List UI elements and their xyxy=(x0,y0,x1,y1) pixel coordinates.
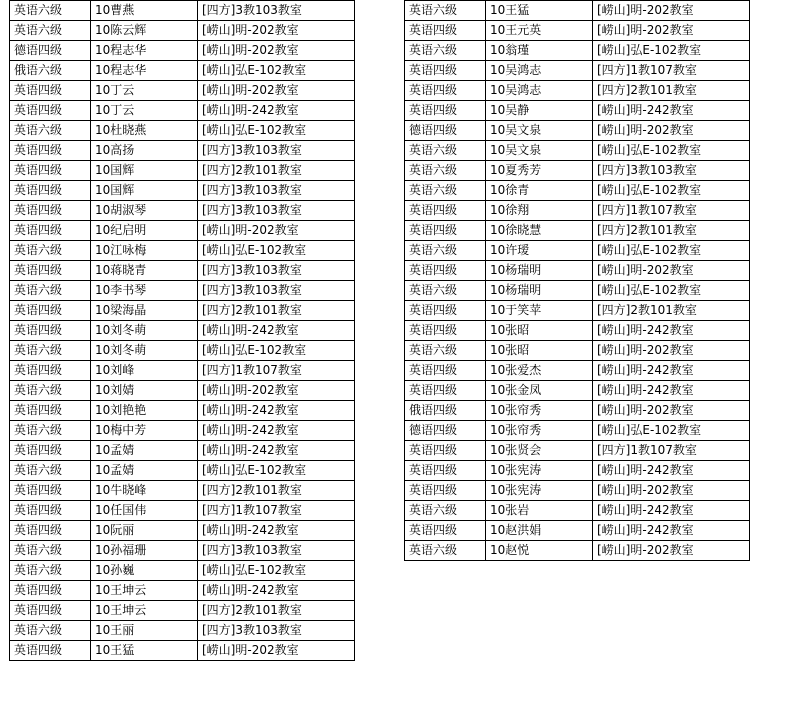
cell-exam-room: [崂山]明-202教室 xyxy=(593,401,750,421)
cell-exam-type: 英语四级 xyxy=(405,441,486,461)
table-row xyxy=(10,521,355,541)
table-row xyxy=(10,121,355,141)
cell-exam-room: [崂山]弘E-102教室 xyxy=(198,341,355,361)
table-row xyxy=(405,121,750,141)
cell-exam-type: 英语四级 xyxy=(405,321,486,341)
roster-table-right-body xyxy=(405,1,750,561)
cell-exam-type: 英语四级 xyxy=(405,461,486,481)
cell-exam-room: [崂山]明-202教室 xyxy=(198,221,355,241)
cell-exam-room: [崂山]明-202教室 xyxy=(198,41,355,61)
cell-exam-room: [四方]3教103教室 xyxy=(198,281,355,301)
cell-exam-type: 英语六级 xyxy=(10,381,91,401)
cell-exam-type: 英语六级 xyxy=(10,561,91,581)
cell-exam-type: 英语四级 xyxy=(405,61,486,81)
cell-exam-type: 英语四级 xyxy=(405,201,486,221)
cell-exam-room: [崂山]明-202教室 xyxy=(198,21,355,41)
cell-exam-room: [崂山]明-242教室 xyxy=(198,521,355,541)
cell-student-name: 10王猛 xyxy=(91,641,198,661)
cell-exam-room: [崂山]明-202教室 xyxy=(198,381,355,401)
cell-exam-type: 英语四级 xyxy=(10,641,91,661)
cell-exam-room: [四方]2教101教室 xyxy=(198,301,355,321)
cell-exam-room: [崂山]弘E-102教室 xyxy=(198,461,355,481)
cell-exam-type: 英语四级 xyxy=(405,381,486,401)
table-row xyxy=(10,621,355,641)
cell-student-name: 10翁瑾 xyxy=(486,41,593,61)
table-row xyxy=(405,421,750,441)
cell-student-name: 10于笑苹 xyxy=(486,301,593,321)
cell-student-name: 10徐晓慧 xyxy=(486,221,593,241)
cell-exam-type: 英语四级 xyxy=(10,201,91,221)
cell-exam-room: [四方]2教101教室 xyxy=(593,221,750,241)
table-row xyxy=(10,21,355,41)
cell-exam-type: 英语四级 xyxy=(10,81,91,101)
cell-exam-room: [崂山]明-242教室 xyxy=(198,101,355,121)
cell-exam-type: 英语六级 xyxy=(405,161,486,181)
table-row xyxy=(405,261,750,281)
table-row xyxy=(10,181,355,201)
cell-exam-room: [崂山]明-202教室 xyxy=(593,1,750,21)
cell-student-name: 10刘冬萌 xyxy=(91,341,198,361)
cell-student-name: 10张岩 xyxy=(486,501,593,521)
table-row xyxy=(405,441,750,461)
cell-exam-room: [崂山]明-202教室 xyxy=(593,341,750,361)
cell-exam-type: 英语六级 xyxy=(405,181,486,201)
cell-student-name: 10任国伟 xyxy=(91,501,198,521)
cell-exam-room: [崂山]弘E-102教室 xyxy=(198,561,355,581)
cell-exam-room: [崂山]明-202教室 xyxy=(593,121,750,141)
cell-exam-type: 英语四级 xyxy=(10,401,91,421)
cell-exam-room: [四方]3教103教室 xyxy=(198,1,355,21)
table-row xyxy=(405,321,750,341)
table-row xyxy=(405,341,750,361)
cell-student-name: 10王猛 xyxy=(486,1,593,21)
table-row xyxy=(405,221,750,241)
cell-exam-type: 俄语四级 xyxy=(405,401,486,421)
cell-exam-type: 英语四级 xyxy=(10,501,91,521)
cell-student-name: 10王坤云 xyxy=(91,581,198,601)
cell-exam-room: [四方]2教101教室 xyxy=(593,301,750,321)
roster-table-left xyxy=(9,0,355,661)
table-row xyxy=(405,21,750,41)
cell-student-name: 10刘峰 xyxy=(91,361,198,381)
table-row xyxy=(10,101,355,121)
cell-student-name: 10程志华 xyxy=(91,41,198,61)
cell-exam-room: [四方]3教103教室 xyxy=(198,621,355,641)
table-row xyxy=(10,201,355,221)
cell-exam-type: 英语四级 xyxy=(10,481,91,501)
cell-student-name: 10杨瑞明 xyxy=(486,261,593,281)
cell-exam-room: [崂山]明-242教室 xyxy=(593,501,750,521)
cell-exam-room: [四方]3教103教室 xyxy=(198,201,355,221)
cell-student-name: 10刘艳艳 xyxy=(91,401,198,421)
cell-exam-type: 英语四级 xyxy=(405,221,486,241)
cell-exam-room: [崂山]明-242教室 xyxy=(198,421,355,441)
cell-student-name: 10蒋晓青 xyxy=(91,261,198,281)
cell-exam-room: [崂山]明-242教室 xyxy=(593,361,750,381)
cell-exam-room: [崂山]弘E-102教室 xyxy=(198,241,355,261)
table-row xyxy=(405,281,750,301)
cell-exam-room: [崂山]明-202教室 xyxy=(198,641,355,661)
cell-exam-type: 英语四级 xyxy=(10,521,91,541)
cell-exam-type: 英语六级 xyxy=(10,281,91,301)
left-column xyxy=(9,0,355,661)
cell-student-name: 10赵洪娟 xyxy=(486,521,593,541)
table-row xyxy=(405,1,750,21)
cell-exam-room: [崂山]弘E-102教室 xyxy=(198,121,355,141)
cell-student-name: 10胡淑琴 xyxy=(91,201,198,221)
table-row xyxy=(10,261,355,281)
cell-exam-type: 英语四级 xyxy=(10,181,91,201)
cell-exam-room: [崂山]弘E-102教室 xyxy=(593,281,750,301)
table-row xyxy=(10,321,355,341)
cell-exam-type: 英语四级 xyxy=(405,101,486,121)
table-row xyxy=(405,61,750,81)
roster-table-left-body xyxy=(10,1,355,661)
table-row xyxy=(405,541,750,561)
cell-exam-room: [崂山]明-202教室 xyxy=(198,81,355,101)
table-row xyxy=(10,1,355,21)
cell-exam-type: 英语六级 xyxy=(10,621,91,641)
cell-exam-room: [四方]2教101教室 xyxy=(198,161,355,181)
table-row xyxy=(10,501,355,521)
cell-exam-type: 英语四级 xyxy=(10,141,91,161)
cell-exam-type: 英语六级 xyxy=(405,241,486,261)
cell-exam-type: 英语六级 xyxy=(405,501,486,521)
cell-student-name: 10梁海晶 xyxy=(91,301,198,321)
cell-exam-type: 英语四级 xyxy=(10,101,91,121)
cell-exam-type: 英语六级 xyxy=(405,41,486,61)
cell-student-name: 10阮丽 xyxy=(91,521,198,541)
table-row xyxy=(405,241,750,261)
cell-student-name: 10张帘秀 xyxy=(486,421,593,441)
cell-exam-room: [崂山]明-202教室 xyxy=(593,541,750,561)
table-row xyxy=(10,421,355,441)
cell-exam-type: 英语六级 xyxy=(405,281,486,301)
cell-exam-type: 英语六级 xyxy=(405,341,486,361)
cell-exam-type: 英语四级 xyxy=(10,301,91,321)
cell-student-name: 10丁云 xyxy=(91,81,198,101)
cell-exam-room: [崂山]明-242教室 xyxy=(198,581,355,601)
cell-exam-type: 英语四级 xyxy=(10,261,91,281)
cell-exam-type: 英语四级 xyxy=(405,521,486,541)
cell-student-name: 10张帘秀 xyxy=(486,401,593,421)
cell-exam-type: 俄语六级 xyxy=(10,61,91,81)
cell-student-name: 10丁云 xyxy=(91,101,198,121)
cell-exam-room: [崂山]明-242教室 xyxy=(593,461,750,481)
cell-exam-room: [崂山]明-242教室 xyxy=(593,381,750,401)
cell-student-name: 10孙巍 xyxy=(91,561,198,581)
cell-exam-room: [崂山]明-202教室 xyxy=(593,21,750,41)
cell-student-name: 10国辉 xyxy=(91,181,198,201)
table-row xyxy=(10,441,355,461)
cell-student-name: 10曹燕 xyxy=(91,1,198,21)
cell-student-name: 10杨瑞明 xyxy=(486,281,593,301)
table-row xyxy=(10,221,355,241)
cell-student-name: 10张爱杰 xyxy=(486,361,593,381)
table-row xyxy=(405,161,750,181)
cell-exam-type: 英语四级 xyxy=(405,361,486,381)
cell-exam-type: 英语四级 xyxy=(405,261,486,281)
cell-exam-type: 英语四级 xyxy=(10,441,91,461)
cell-exam-room: [四方]1教107教室 xyxy=(593,61,750,81)
cell-exam-type: 英语四级 xyxy=(405,81,486,101)
right-column xyxy=(404,0,750,561)
cell-exam-room: [四方]3教103教室 xyxy=(198,141,355,161)
table-row xyxy=(10,481,355,501)
table-row xyxy=(405,141,750,161)
cell-exam-room: [四方]1教107教室 xyxy=(198,501,355,521)
cell-exam-type: 英语六级 xyxy=(405,1,486,21)
cell-student-name: 10纪启明 xyxy=(91,221,198,241)
cell-exam-type: 英语四级 xyxy=(10,161,91,181)
cell-exam-type: 英语六级 xyxy=(10,21,91,41)
cell-student-name: 10吴鸿志 xyxy=(486,81,593,101)
cell-exam-room: [崂山]明-242教室 xyxy=(198,321,355,341)
cell-exam-type: 英语四级 xyxy=(405,21,486,41)
cell-student-name: 10吴静 xyxy=(486,101,593,121)
table-row xyxy=(405,381,750,401)
cell-student-name: 10刘婧 xyxy=(91,381,198,401)
cell-student-name: 10张宪涛 xyxy=(486,461,593,481)
cell-student-name: 10高扬 xyxy=(91,141,198,161)
cell-exam-room: [四方]2教101教室 xyxy=(198,601,355,621)
cell-student-name: 10赵悦 xyxy=(486,541,593,561)
table-row xyxy=(10,61,355,81)
table-row xyxy=(10,141,355,161)
cell-student-name: 10徐青 xyxy=(486,181,593,201)
cell-student-name: 10江咏梅 xyxy=(91,241,198,261)
cell-student-name: 10陈云辉 xyxy=(91,21,198,41)
cell-student-name: 10孙福珊 xyxy=(91,541,198,561)
cell-exam-type: 德语四级 xyxy=(10,41,91,61)
cell-exam-room: [崂山]明-242教室 xyxy=(198,441,355,461)
table-row xyxy=(405,401,750,421)
table-row xyxy=(405,41,750,61)
cell-student-name: 10牛晓峰 xyxy=(91,481,198,501)
cell-student-name: 10许瑷 xyxy=(486,241,593,261)
cell-exam-room: [崂山]明-242教室 xyxy=(198,401,355,421)
cell-exam-room: [崂山]弘E-102教室 xyxy=(593,141,750,161)
cell-exam-type: 英语四级 xyxy=(10,321,91,341)
cell-exam-room: [四方]1教107教室 xyxy=(593,441,750,461)
table-row xyxy=(10,361,355,381)
table-row xyxy=(10,381,355,401)
cell-student-name: 10张贤会 xyxy=(486,441,593,461)
cell-student-name: 10王元英 xyxy=(486,21,593,41)
table-row xyxy=(10,241,355,261)
cell-exam-room: [崂山]弘E-102教室 xyxy=(593,241,750,261)
table-row xyxy=(10,641,355,661)
cell-exam-room: [四方]3教103教室 xyxy=(198,541,355,561)
table-row xyxy=(10,341,355,361)
cell-exam-room: [崂山]明-242教室 xyxy=(593,521,750,541)
table-row xyxy=(405,461,750,481)
table-row xyxy=(10,581,355,601)
cell-exam-room: [崂山]弘E-102教室 xyxy=(593,181,750,201)
cell-exam-type: 德语四级 xyxy=(405,121,486,141)
cell-student-name: 10吴文泉 xyxy=(486,141,593,161)
cell-exam-type: 英语六级 xyxy=(10,341,91,361)
table-row xyxy=(10,541,355,561)
cell-exam-room: [崂山]明-242教室 xyxy=(593,321,750,341)
table-row xyxy=(405,361,750,381)
cell-student-name: 10孟婧 xyxy=(91,461,198,481)
cell-exam-room: [四方]1教107教室 xyxy=(593,201,750,221)
table-row xyxy=(10,401,355,421)
cell-exam-room: [四方]3教103教室 xyxy=(198,261,355,281)
cell-exam-type: 英语六级 xyxy=(10,241,91,261)
table-row xyxy=(10,561,355,581)
table-row xyxy=(405,101,750,121)
cell-student-name: 10张昭 xyxy=(486,321,593,341)
table-row xyxy=(10,41,355,61)
table-row xyxy=(405,301,750,321)
table-row xyxy=(10,301,355,321)
table-row xyxy=(405,501,750,521)
cell-student-name: 10国辉 xyxy=(91,161,198,181)
cell-exam-room: [崂山]明-242教室 xyxy=(593,101,750,121)
cell-student-name: 10徐翔 xyxy=(486,201,593,221)
cell-exam-type: 英语四级 xyxy=(10,581,91,601)
cell-exam-type: 英语六级 xyxy=(405,141,486,161)
cell-student-name: 10夏秀芳 xyxy=(486,161,593,181)
table-row xyxy=(405,81,750,101)
cell-student-name: 10吴文泉 xyxy=(486,121,593,141)
cell-exam-room: [崂山]弘E-102教室 xyxy=(593,41,750,61)
table-row xyxy=(10,461,355,481)
cell-exam-type: 英语四级 xyxy=(10,601,91,621)
cell-exam-room: [崂山]弘E-102教室 xyxy=(198,61,355,81)
cell-student-name: 10刘冬萌 xyxy=(91,321,198,341)
roster-table-right xyxy=(404,0,750,561)
cell-exam-room: [四方]3教103教室 xyxy=(198,181,355,201)
cell-exam-type: 英语四级 xyxy=(405,301,486,321)
cell-exam-type: 英语六级 xyxy=(10,421,91,441)
table-row xyxy=(405,481,750,501)
cell-exam-room: [四方]2教101教室 xyxy=(198,481,355,501)
cell-student-name: 10张金凤 xyxy=(486,381,593,401)
cell-exam-room: [崂山]明-202教室 xyxy=(593,481,750,501)
cell-exam-room: [崂山]弘E-102教室 xyxy=(593,421,750,441)
cell-student-name: 10张昭 xyxy=(486,341,593,361)
cell-exam-type: 德语四级 xyxy=(405,421,486,441)
cell-exam-type: 英语六级 xyxy=(10,121,91,141)
table-row xyxy=(10,161,355,181)
cell-student-name: 10王坤云 xyxy=(91,601,198,621)
table-row xyxy=(405,521,750,541)
cell-exam-type: 英语四级 xyxy=(405,481,486,501)
cell-student-name: 10王丽 xyxy=(91,621,198,641)
cell-exam-type: 英语六级 xyxy=(10,541,91,561)
cell-exam-room: [崂山]明-202教室 xyxy=(593,261,750,281)
cell-student-name: 10吴鸿志 xyxy=(486,61,593,81)
cell-student-name: 10梅中芳 xyxy=(91,421,198,441)
table-row xyxy=(405,201,750,221)
cell-exam-room: [四方]1教107教室 xyxy=(198,361,355,381)
table-row xyxy=(10,281,355,301)
cell-exam-type: 英语六级 xyxy=(10,1,91,21)
cell-student-name: 10杜晓燕 xyxy=(91,121,198,141)
table-row xyxy=(10,81,355,101)
cell-exam-type: 英语六级 xyxy=(405,541,486,561)
cell-exam-type: 英语四级 xyxy=(10,361,91,381)
table-row xyxy=(10,601,355,621)
cell-student-name: 10孟婧 xyxy=(91,441,198,461)
cell-exam-type: 英语四级 xyxy=(10,221,91,241)
cell-student-name: 10张宪涛 xyxy=(486,481,593,501)
table-row xyxy=(405,181,750,201)
cell-student-name: 10李书琴 xyxy=(91,281,198,301)
cell-exam-room: [四方]2教101教室 xyxy=(593,81,750,101)
cell-exam-room: [四方]3教103教室 xyxy=(593,161,750,181)
cell-exam-type: 英语六级 xyxy=(10,461,91,481)
cell-student-name: 10程志华 xyxy=(91,61,198,81)
